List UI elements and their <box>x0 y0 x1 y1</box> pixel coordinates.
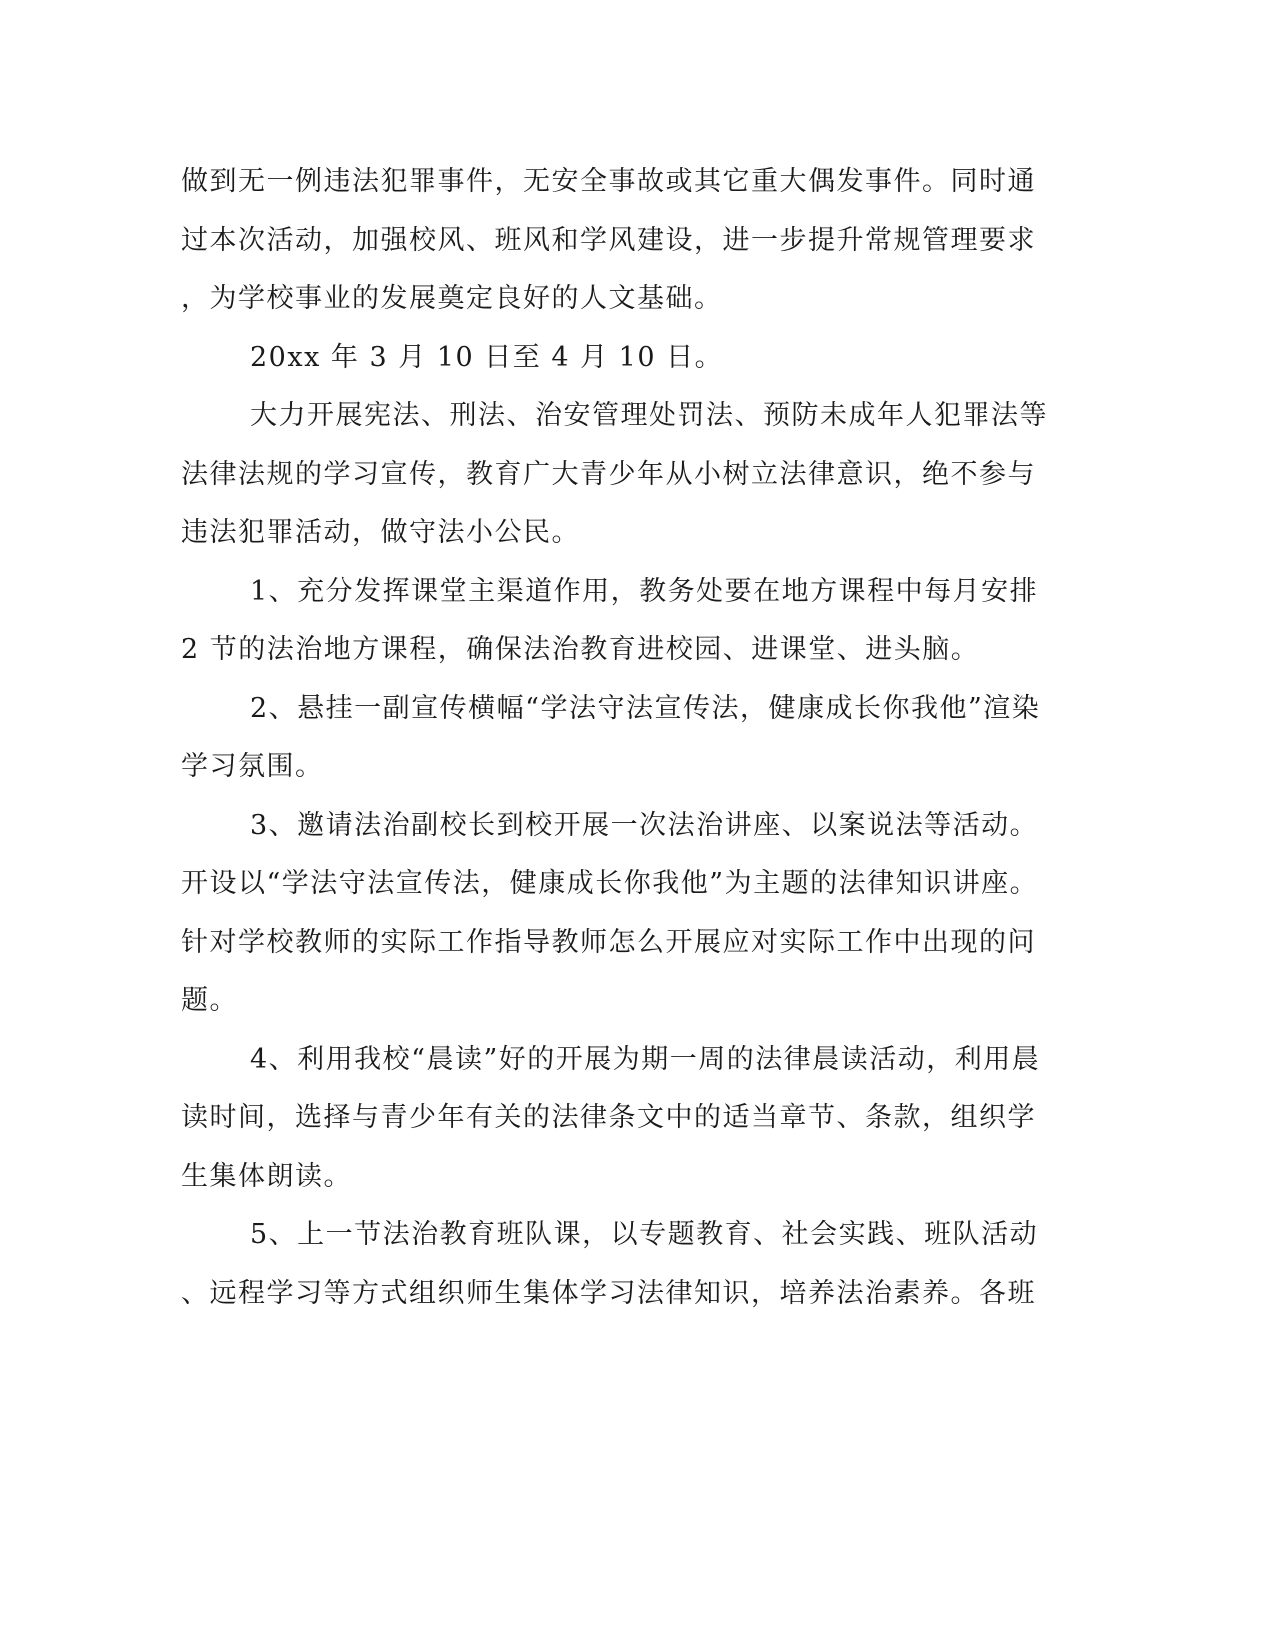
text-line: 1、充分发挥课堂主渠道作用，教务处要在地方课程中每月安排 <box>250 576 1039 607</box>
text-line: 题。 <box>181 985 238 1016</box>
text-line: 针对学校教师的实际工作指导教师怎么开展应对实际工作中出现的问 <box>181 927 1036 958</box>
text-line: 2 节的法治地方课程，确保法治教育进校园、进课堂、进头脑。 <box>181 634 980 665</box>
text-line: 开设以“学法守法宣传法，健康成长你我他”为主题的法律知识讲座。 <box>181 868 1039 899</box>
text-line: 法律法规的学习宣传，教育广大青少年从小树立法律意识，绝不参与 <box>181 459 1036 490</box>
text-line: 3、邀请法治副校长到校开展一次法治讲座、以案说法等活动。 <box>250 810 1039 841</box>
text-line: 过本次活动，加强校风、班风和学风建设，进一步提升常规管理要求 <box>181 225 1036 256</box>
text-line: 、远程学习等方式组织师生集体学习法律知识，培养法治素养。各班 <box>181 1278 1036 1309</box>
text-line: 读时间，选择与青少年有关的法律条文中的适当章节、条款，组织学 <box>181 1102 1036 1133</box>
text-line: 生集体朗读。 <box>181 1161 352 1192</box>
text-line: 学习氛围。 <box>181 751 324 782</box>
text-line: 2、悬挂一副宣传横幅“学法守法宣传法，健康成长你我他”渲染 <box>250 693 1041 724</box>
text-line: 做到无一例违法犯罪事件，无安全事故或其它重大偶发事件。同时通 <box>181 166 1036 197</box>
text-line: 违法犯罪活动，做守法小公民。 <box>181 517 580 548</box>
text-line: 4、利用我校“晨读”好的开展为期一周的法律晨读活动，利用晨 <box>250 1044 1041 1075</box>
text-line: 大力开展宪法、刑法、治安管理处罚法、预防未成年人犯罪法等 <box>250 400 1048 431</box>
text-line: 5、上一节法治教育班队课，以专题教育、社会实践、班队活动 <box>250 1219 1039 1250</box>
text-line: ，为学校事业的发展奠定良好的人文基础。 <box>181 283 723 314</box>
text-line: 20xx 年 3 月 10 日至 4 月 10 日。 <box>250 342 724 373</box>
